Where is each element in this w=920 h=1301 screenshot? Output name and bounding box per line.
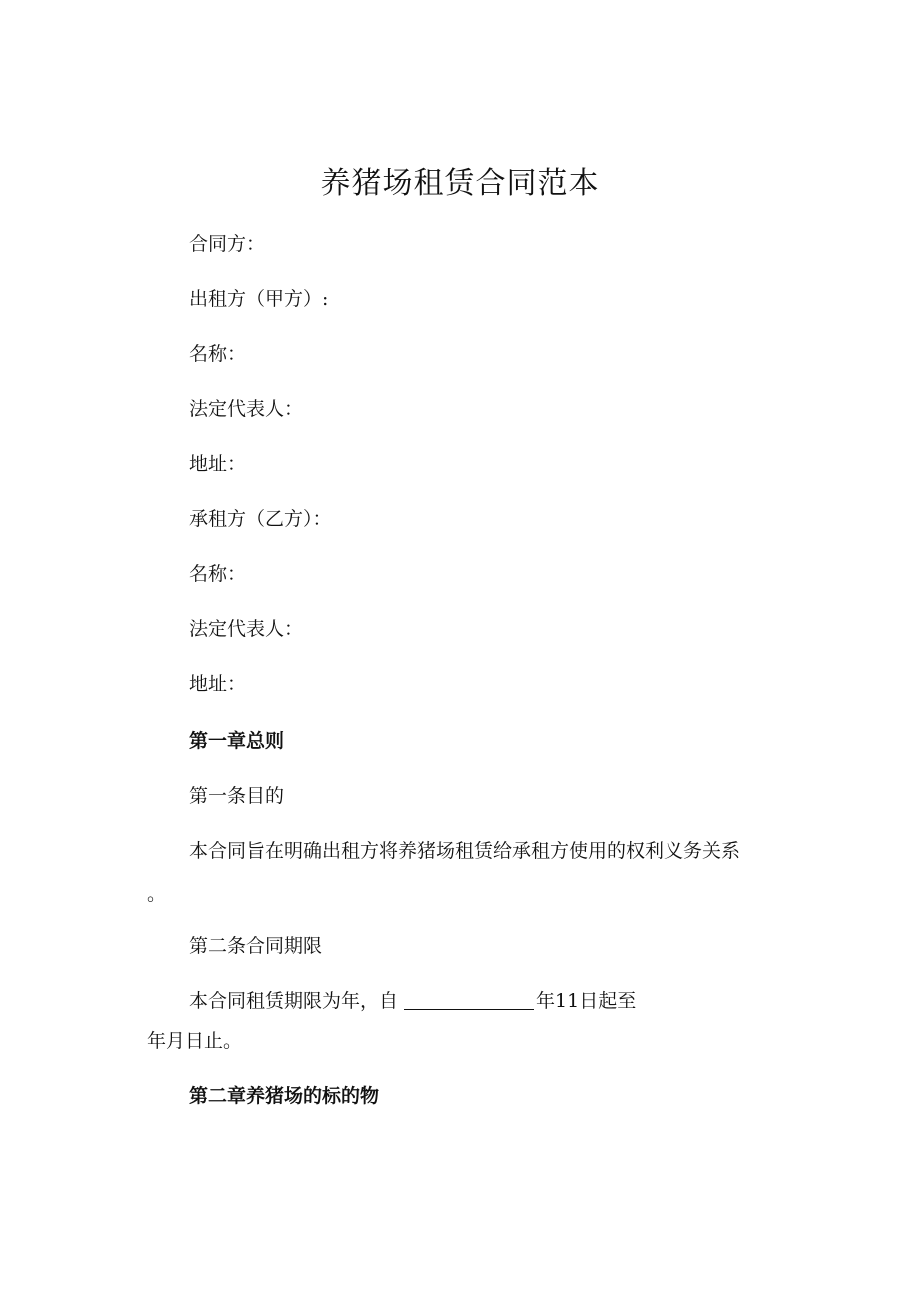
chapter-2-heading: 第二章养猪场的标的物 [189,1085,380,1107]
article-2-text [189,987,636,1015]
lessee-label: 承租方（乙方）： [189,508,332,530]
lessor-representative-label: 法定代表人： [189,398,304,420]
article-1-heading: 第一条目的 [189,785,285,807]
lessor-label: 出租方（甲方）: [189,288,329,310]
contract-parties-label: 合同方： [189,233,266,255]
lessee-address-label: 地址： [189,673,247,695]
lessor-name-label: 名称： [189,343,247,365]
article-2-text-start: 本合同租赁期限为年，自 [189,990,399,1012]
article-2-text-middle: 年11日起至 [536,990,637,1012]
article-1-text-end: 。 [147,883,167,905]
lessee-name-label: 名称： [189,563,247,585]
lessor-address-label: 地址： [189,453,247,475]
article-1-text: 本合同旨在明确出租方将养猪场租赁给承租方使用的权利义务关系 [189,840,741,862]
date-blank-field [404,989,534,1010]
article-2-text-end: 年月日止。 [147,1030,243,1052]
document-title: 养猪场租赁合同范本 [320,166,600,201]
article-2-heading: 第二条合同期限 [189,935,323,957]
lessee-representative-label: 法定代表人： [189,618,304,640]
chapter-1-heading: 第一章总则 [189,730,285,752]
